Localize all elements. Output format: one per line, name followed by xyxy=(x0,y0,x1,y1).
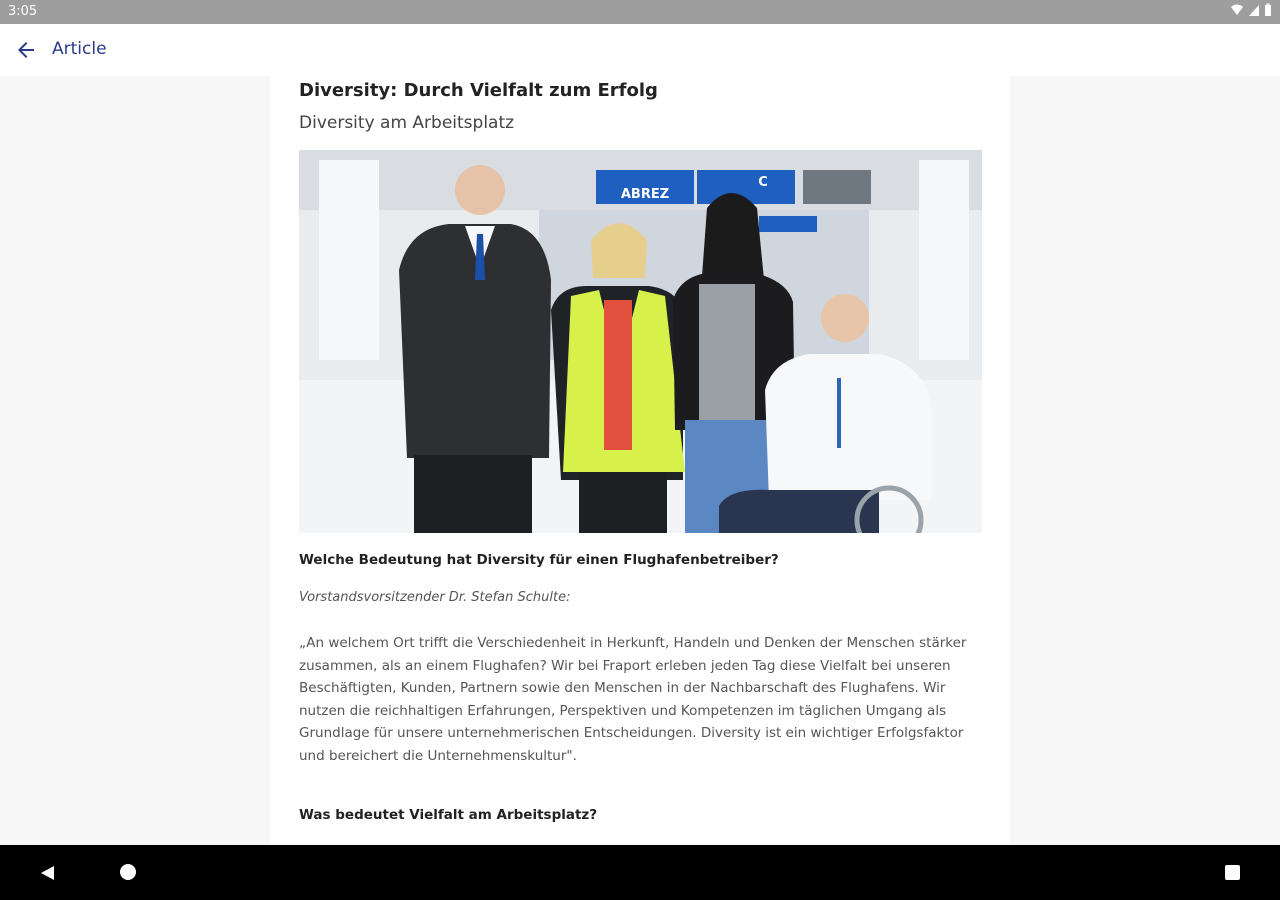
status-bar xyxy=(0,0,1280,24)
article-photo xyxy=(299,150,982,533)
triangle-back-icon[interactable] xyxy=(38,864,56,882)
wifi-icon xyxy=(1230,3,1244,17)
question-heading: Welche Bedeutung hat Diversity für einen Flughafenbetreiber? xyxy=(299,552,779,568)
circle-home-icon[interactable] xyxy=(120,864,136,880)
article-title: Diversity: Durch Vielfalt zum Erfolg xyxy=(299,80,658,101)
status-icons xyxy=(1230,3,1272,17)
signal-icon xyxy=(1248,3,1260,17)
speaker-name: Vorstandsvorsitzender Dr. Stefan Schulte: xyxy=(299,590,571,605)
team-photo-illustration xyxy=(299,150,982,533)
article-subtitle: Diversity am Arbeitsplatz xyxy=(299,113,515,133)
question-heading: Was bedeutet Vielfalt am Arbeitsplatz? xyxy=(299,807,598,823)
system-nav-bar xyxy=(0,845,1280,900)
app-bar-title: Article xyxy=(52,39,107,59)
airport-sign-text: ABREZ xyxy=(620,187,670,202)
battery-icon xyxy=(1264,3,1272,17)
back-arrow-icon[interactable] xyxy=(14,38,38,62)
app-bar xyxy=(0,24,1280,76)
quote-paragraph: „An welchem Ort trifft die Verschiedenheit in Herkunft, Handeln und Denken der Menschen stärker zusammen, als an einem Flughafen? Wir bei Fraport erleben jeden Tag diese Vielfalt bei unseren Beschäftigten, Kunden, Partnern sowie den Menschen in der Nachbarschaft des Flughafens. Wir nutzen die reichhaltigen Erfahrungen, Perspektiven und Kompetenzen im täglichen Umgang als Grundlage für unsere unternehmerischen Entscheidungen. Diversity ist ein wichtiger Erfolgsfaktor und bereichert die Unternehmenskultur". xyxy=(299,635,967,764)
square-recents-icon[interactable] xyxy=(1225,865,1240,880)
airport-sign-text: C xyxy=(758,175,768,190)
article-content[interactable] xyxy=(270,76,1010,844)
status-time: 3:05 xyxy=(8,4,38,19)
